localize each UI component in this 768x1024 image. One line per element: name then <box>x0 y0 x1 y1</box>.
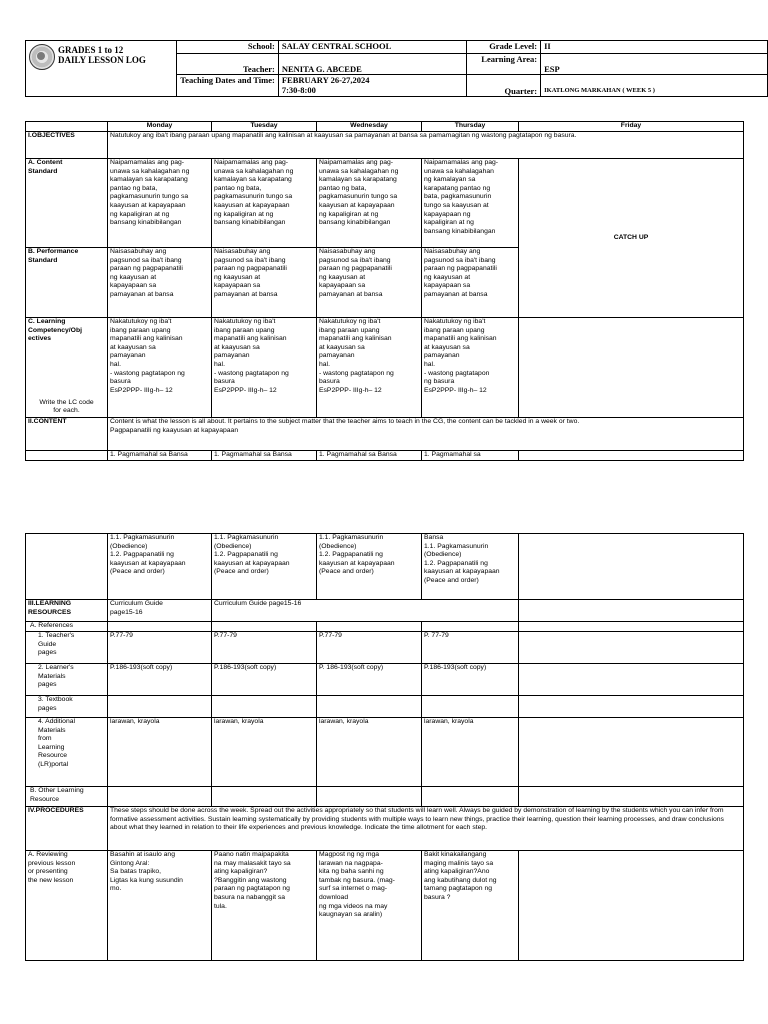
procedures-label: IV.PROCEDURES <box>26 807 108 851</box>
day-header-monday: Monday <box>108 122 212 132</box>
objectives-text: Natutukoy ang iba't ibang paraan upang mapanatili ang kalinisan at kaayusan sa pamayanan at bansa sa pamamagitan ng wastong pagtatapon ng basura. <box>108 132 744 159</box>
learners-materials-label: 2. Learner's Materials pages <box>26 664 108 696</box>
learning-competency-label: C. Learning Competency/Obj ectives <box>28 318 83 343</box>
teachers-guide-friday <box>519 632 744 664</box>
learning-competency-friday <box>519 318 744 418</box>
subtopics-wednesday: 1.1. Pagkamasunurin (Obedience) 1.2. Pagpapanatili ng kaayusan at kapayapaan (Peace and order) <box>317 534 422 600</box>
additional-materials-tuesday: larawan, krayola <box>212 718 317 787</box>
lc-code-note: Write the LC code for each. <box>39 398 94 415</box>
learning-competency-tuesday: Nakatutukoy ng iba't ibang paraan upang mapanatili ang kalinisan at kaayusan sa pamayanan hal. - wastong pagtatapon ng basura EsP2PPP- IIIg-h– 12 <box>212 318 317 418</box>
school-label: School: <box>177 41 279 54</box>
day-header-thursday: Thursday <box>422 122 519 132</box>
teachers-guide-tuesday: P.77-79 <box>212 632 317 664</box>
reviewing-lesson-label: A. Reviewing previous lesson or presenting the new lesson <box>26 851 108 961</box>
performance-standard-thursday: Naisasabuhay ang pagsunod sa iba't ibang paraan ng pagpapanatili ng kaayusan at kapayapaan sa pamayanan at bansa <box>422 248 519 318</box>
teachers-guide-thursday: P. 77-79 <box>422 632 519 664</box>
curriculum-guide-monday: Curriculum Guide page15-16 <box>108 600 212 622</box>
school-value: SALAY CENTRAL SCHOOL <box>278 41 466 54</box>
day-header-friday: Friday <box>519 122 744 132</box>
teacher-value: NENITA G. ABCEDE <box>278 54 466 75</box>
subtopic-blank <box>26 534 108 600</box>
title-line-2: DAILY LESSON LOG <box>58 55 146 65</box>
review-monday: Basahin at isaulo ang Gintong Aral: Sa batas trapiko, Ligtas ka kung susundin mo. <box>108 851 212 961</box>
learning-resources-label: III.LEARNING RESOURCES <box>26 600 108 622</box>
performance-standard-label: B. Performance Standard <box>26 248 108 318</box>
quarter-label: Quarter: <box>467 75 541 97</box>
learning-competency-thursday: Nakatutukoy ng iba't ibang paraan upang mapanatili ang kalinisan at kaayusan sa pamayanan hal. - wastong pagtatapon ng basura EsP2PPP- IIIg-h– 12 <box>422 318 519 418</box>
learning-area-value: ESP <box>541 54 768 75</box>
teacher-label: Teacher: <box>177 54 279 75</box>
review-wednesday: Magpost ng ng mga larawan na nagpapa- kita ng baha sanhi ng tambak ng basura. (mag- surf sa internet o mag- download ng mga videos na may kaugnayan sa aralin) <box>317 851 422 961</box>
additional-materials-monday: larawan, krayola <box>108 718 212 787</box>
lesson-log-table-page1 <box>25 121 744 461</box>
lesson-log-table-page2 <box>25 533 744 961</box>
learning-competency-monday: Nakatutukoy ng iba't ibang paraan upang mapanatili ang kalinisan at kaayusan sa pamayanan hal. - wastong pagtatapon ng basura EsP2PPP- IIIg-h– 12 <box>108 318 212 418</box>
additional-materials-friday <box>519 718 744 787</box>
learning-competency-label-cell <box>26 318 108 418</box>
quarter-value: IKATLONG MARKAHAN ( WEEK 5 ) <box>541 75 768 97</box>
textbook-pages-label: 3. Textbook pages <box>26 696 108 718</box>
learners-materials-monday: P.186-193(soft copy) <box>108 664 212 696</box>
performance-standard-monday: Naisasabuhay ang pagsunod sa iba't ibang paraan ng pagpapanatili ng kaayusan at kapayapaan sa pamayanan at bansa <box>108 248 212 318</box>
teachers-guide-label: 1. Teacher's Guide pages <box>26 632 108 664</box>
topic-thursday: 1. Pagmamahal sa <box>422 451 519 461</box>
review-thursday: Bakit kinakailangang maging malinis tayo sa ating kapaligiran?Ano ang kabutihang dulot ng tamang pagtatapon ng basura ? <box>422 851 519 961</box>
content-standard-label: A. Content Standard <box>26 159 108 248</box>
objectives-label: I.OBJECTIVES <box>26 132 108 159</box>
content-label: II.CONTENT <box>26 418 108 451</box>
learning-area-label: Learning Area: <box>467 54 541 75</box>
blank-corner <box>26 122 108 132</box>
grade-level-value: II <box>541 41 768 54</box>
content-standard-thursday: Naipamamalas ang pag- unawa sa kahalagahan ng kamalayan sa karapatang pantao ng bata, pagkamasunurin tungo sa kaayusan at kapayapaan ng kapaligiran at ng bansang kinabibilangan <box>422 159 519 248</box>
learning-competency-wednesday: Nakatutukoy ng iba't ibang paraan upang mapanatili ang kalinisan at kaayusan sa pamayanan hal. - wastong pagtatapon ng basura EsP2PPP- IIIg-h– 12 <box>317 318 422 418</box>
logo-cell <box>26 41 177 97</box>
references-label: A. References <box>26 622 108 632</box>
grade-level-label: Grade Level: <box>467 41 541 54</box>
deped-seal-icon <box>29 44 55 70</box>
teachers-guide-monday: P.77-79 <box>108 632 212 664</box>
additional-materials-wednesday: larawan, krayola <box>317 718 422 787</box>
content-standard-tuesday: Naipamamalas ang pag- unawa sa kahalagahan ng kamalayan sa karapatang pantao ng bata, pagkamasunurin tungo sa kaayusan at kapayapaan ng kapaligiran at ng bansang kinabibilangan <box>212 159 317 248</box>
topic-friday <box>519 451 744 461</box>
document-title <box>58 45 146 65</box>
topic-monday: 1. Pagmamahal sa Bansa <box>108 451 212 461</box>
content-standard-monday: Naipamamalas ang pag- unawa sa kahalagahan ng kamalayan sa karapatang pantao ng bata, pagkamasunurin tungo sa kaayusan at kapayapaan ng kapaligiran at ng bansang kinabibilangan <box>108 159 212 248</box>
additional-materials-thursday: larawan, krayola <box>422 718 519 787</box>
teaching-dates-label: Teaching Dates and Time: <box>177 75 279 97</box>
subtopics-tuesday: 1.1. Pagkamasunurin (Obedience) 1.2. Pagpapanatili ng kaayusan at kapayapaan (Peace and order) <box>212 534 317 600</box>
review-tuesday: Paano natin maipapakita na may malasakit tayo sa ating kapaligiran? ?Banggitin ang wastong paraan ng pagtatapon ng basura na nabanggit sa tula. <box>212 851 317 961</box>
performance-standard-tuesday: Naisasabuhay ang pagsunod sa iba't ibang paraan ng pagpapanatili ng kaayusan at kapayapaan sa pamayanan at bansa <box>212 248 317 318</box>
review-friday <box>519 851 744 961</box>
subtopics-thursday: Bansa 1.1. Pagkamasunurin (Obedience) 1.2. Pagpapanatili ng kaayusan at kapayapaan (Peace and order) <box>422 534 519 600</box>
teachers-guide-wednesday: P.77-79 <box>317 632 422 664</box>
additional-materials-label: 4. Additional Materials from Learning Resource (LR)portal <box>26 718 108 787</box>
content-standard-wednesday: Naipamamalas ang pag- unawa sa kahalagahan ng kamalayan sa karapatang pantao ng bata, pagkamasunurin tungo sa kaayusan at kapayapaan ng kapaligiran at ng bansang kinabibilangan <box>317 159 422 248</box>
learners-materials-tuesday: P.186-193(soft copy) <box>212 664 317 696</box>
day-header-tuesday: Tuesday <box>212 122 317 132</box>
curriculum-guide-tue-thu: Curriculum Guide page15-16 <box>212 600 519 622</box>
day-header-wednesday: Wednesday <box>317 122 422 132</box>
catch-up-friday: CATCH UP <box>519 159 744 318</box>
topic-blank <box>26 451 108 461</box>
content-text: Content is what the lesson is all about. It pertains to the subject matter that the teacher aims to teach in the CG, the content can be tackled in a week or two. Pagpapanatili ng kaayusan at kapayapaan <box>108 418 744 451</box>
teaching-dates-value: FEBRUARY 26-27,2024 7:30-8:00 <box>278 75 466 97</box>
other-resources-label: B. Other Learning Resource <box>26 787 108 807</box>
topic-wednesday: 1. Pagmamahal sa Bansa <box>317 451 422 461</box>
procedures-text: These steps should be done across the week. Spread out the activities appropriately so that students will learn well. Always be guided by demonstration of learning by the students which you can infer from formative assessment activities. Sustain learning systematically by providing students with multiple ways to learn new things, practice their learning, question their learning processes, and draw conclusions about what they learned in relation to their life experiences and previous knowledge. Indicate the time allotment for each step. <box>108 807 744 851</box>
subtopics-friday <box>519 534 744 600</box>
curriculum-guide-friday <box>519 600 744 622</box>
learners-materials-thursday: P.186-193(soft copy) <box>422 664 519 696</box>
learners-materials-friday <box>519 664 744 696</box>
title-line-1: GRADES 1 to 12 <box>58 45 124 55</box>
learners-materials-wednesday: P. 186-193(soft copy) <box>317 664 422 696</box>
topic-tuesday: 1. Pagmamahal sa Bansa <box>212 451 317 461</box>
performance-standard-wednesday: Naisasabuhay ang pagsunod sa iba't ibang paraan ng pagpapanatili ng kaayusan at kapayapaan sa pamayanan at bansa <box>317 248 422 318</box>
header-table <box>25 40 768 97</box>
subtopics-monday: 1.1. Pagkamasunurin (Obedience) 1.2. Pagpapanatili ng kaayusan at kapayapaan (Peace and order) <box>108 534 212 600</box>
